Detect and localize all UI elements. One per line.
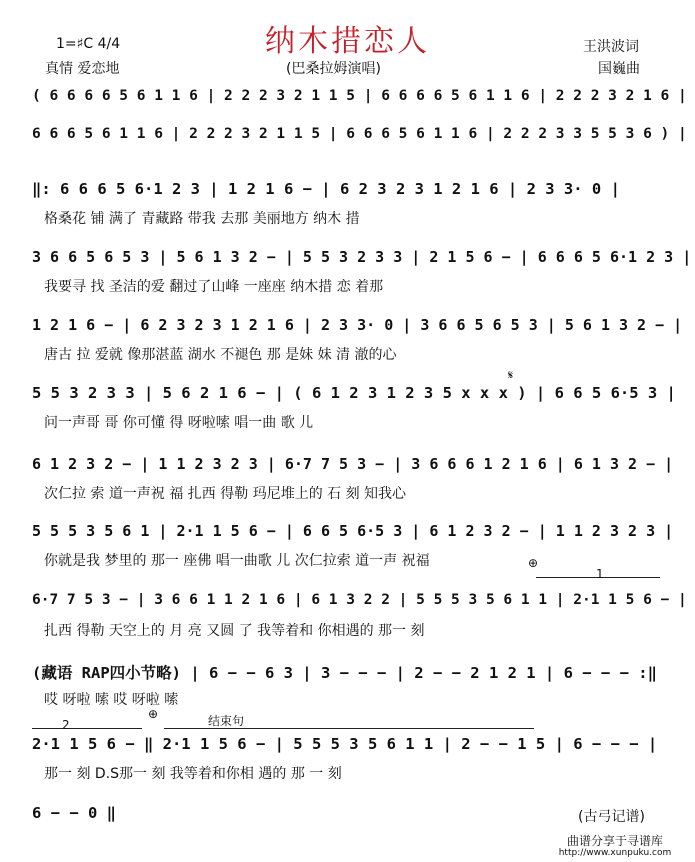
lyric-row: 那一 刻 D.S那一 刻 我等着和你相 遇的 那 一 刻 bbox=[44, 766, 342, 782]
coda-mark-ending: ⊕ bbox=[148, 707, 159, 721]
tempo-mood: 真情 爱恋地 bbox=[45, 61, 120, 77]
lyric-row: 格桑花 铺 满了 青藏路 带我 去那 美丽地方 纳木 措 bbox=[44, 211, 360, 227]
volta-2-number: 2 bbox=[62, 718, 70, 732]
key-signature: 1=♯C 4/4 bbox=[56, 36, 121, 52]
transcriber-credit: (古弓记谱) bbox=[578, 809, 645, 825]
notation-row: 6·7 7 5 3 − | 3 6 6 1 1 2 1 6 | 6 1 3 2 2 | 5 5 5 3 5 6 1 1 | 2·1 1 5 6 − | bbox=[32, 592, 687, 608]
volta-1-number: 1 bbox=[596, 567, 604, 581]
ending-label: 结束句 bbox=[208, 714, 245, 728]
composer: 国巍曲 bbox=[598, 61, 640, 77]
notation-row: 2·1 1 5 6 − ‖ 2·1 1 5 6 − | 5 5 5 3 5 6 1 1 | 2 − − 1 5 | 6 − − − | bbox=[32, 735, 658, 753]
lyric-row: 哎 呀啦 嗦 哎 呀啦 嗦 bbox=[44, 692, 179, 708]
lyric-row: 你就是我 梦里的 那一 座佛 唱一曲歌 儿 次仁拉索 道一声 祝福 bbox=[44, 553, 430, 569]
lyricist: 王洪波词 bbox=[583, 39, 639, 55]
lyric-row: 唐古 拉 爱就 像那湛蓝 湖水 不褪色 那 是妹 妹 清 澈的心 bbox=[44, 347, 397, 363]
performer: (巴桑拉姆演唱) bbox=[286, 61, 381, 77]
footer-site-url: http://www.xunpuku.com bbox=[558, 848, 672, 858]
volta-2-bracket bbox=[32, 728, 142, 729]
notation-row: ‖: 6 6 6 5 6·1 2 3 | 1 2 1 6 − | 6 2 3 2 3 1 2 1 6 | 2 3 3· 0 | bbox=[32, 180, 620, 198]
notation-row: 5 5 3 2 3 3 | 5 6 2 1 6 − | ( 6 1 2 3 1 2 3 5 x x x ) | 6 6 5 6·5 3 | bbox=[32, 384, 676, 402]
notation-row: 5 5 5 3 5 6 1 | 2·1 1 5 6 − | 6 6 5 6·5 3 | 6 1 2 3 2 − | 1 1 2 3 2 3 | bbox=[32, 522, 674, 540]
coda-mark: ⊕ bbox=[528, 556, 539, 570]
notation-row: 6 − − 0 ‖ bbox=[32, 804, 116, 822]
notation-row: 1 2 1 6 − | 6 2 3 2 3 1 2 1 6 | 2 3 3· 0 | 3 6 6 5 6 5 3 | 5 6 1 3 2 − | bbox=[32, 316, 683, 334]
notation-row: 3 6 6 5 6 5 3 | 5 6 1 3 2 − | 5 5 3 2 3 3 | 2 1 5 6 − | 6 6 6 5 6·1 2 3 | bbox=[32, 248, 692, 266]
ending-bracket bbox=[164, 728, 534, 729]
song-title: 纳木措恋人 bbox=[265, 24, 430, 59]
notation-row: ( 6 6 6 6 5 6 1 1 6 | 2 2 2 3 2 1 1 5 | 6 6 6 6 5 6 1 1 6 | 2 2 2 3 2 1 6 | bbox=[32, 88, 687, 104]
lyric-row: 问一声哥 哥 你可懂 得 呀啦嗦 唱一曲 歌 儿 bbox=[44, 415, 314, 431]
lyric-row: 我要寻 找 圣洁的爱 翻过了山峰 一座座 纳木措 恋 着那 bbox=[44, 279, 384, 295]
footer-site-name: 曲谱分享于寻谱库 bbox=[566, 834, 663, 848]
notation-row: 6 1 2 3 2 − | 1 1 2 3 2 3 | 6·7 7 5 3 − | 3 6 6 6 1 2 1 6 | 6 1 3 2 − | bbox=[32, 455, 674, 473]
notation-row: (藏语 RAP四小节略) | 6 − − 6 3 | 3 − − − | 2 − − 2 1 2 1 | 6 − − − :‖ bbox=[32, 664, 657, 682]
segno-mark: 𝄋 bbox=[508, 368, 514, 382]
lyric-row: 次仁拉 索 道一声祝 福 扎西 得勒 玛尼堆上的 石 刻 知我心 bbox=[44, 486, 407, 502]
lyric-row: 扎西 得勒 天空上的 月 亮 又圆 了 我等着和 你相遇的 那一 刻 bbox=[44, 623, 425, 639]
notation-row: 6 6 6 5 6 1 1 6 | 2 2 2 3 2 1 1 5 | 6 6 6 5 6 1 1 6 | 2 2 2 3 3 5 5 3 6 ) | bbox=[32, 126, 687, 142]
